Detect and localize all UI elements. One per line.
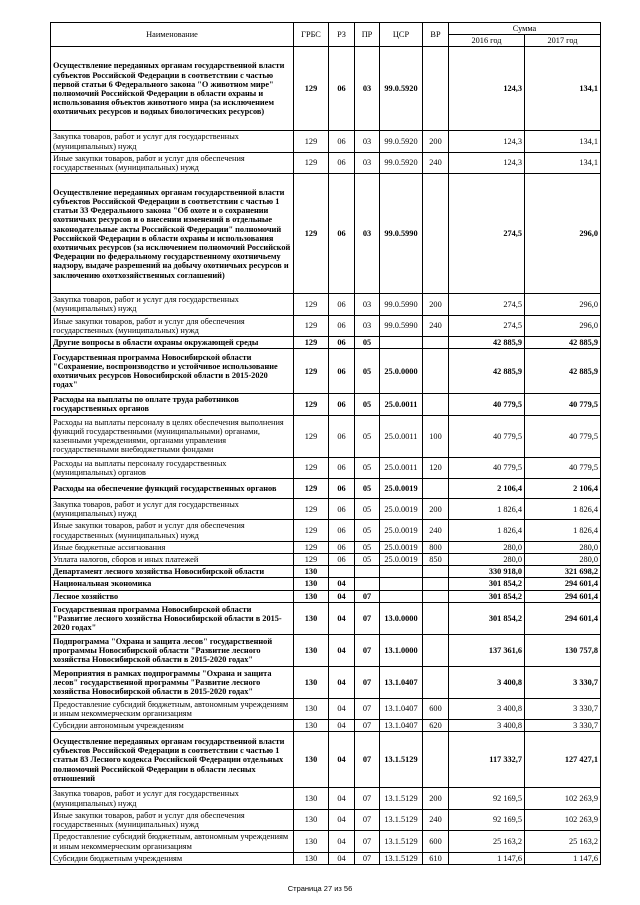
- cell-csr: 13.1.5129: [380, 788, 423, 809]
- cell-2017: 127 427,1: [525, 732, 601, 788]
- cell-2017: 321 698,2: [525, 566, 601, 578]
- cell-csr: 25.0.0019: [380, 479, 423, 499]
- cell-rz: 06: [329, 337, 355, 349]
- cell-pr: 07: [355, 666, 380, 698]
- cell-pr: [355, 578, 380, 590]
- cell-csr: 99.0.5990: [380, 315, 423, 336]
- table-row: [51, 520, 601, 541]
- cell-pr: 03: [355, 152, 380, 173]
- cell-vr: [423, 337, 449, 349]
- cell-rz: 04: [329, 809, 355, 830]
- cell-2016: 274,5: [449, 174, 525, 294]
- cell-csr: 25.0.0019: [380, 499, 423, 520]
- cell-2016: 25 163,2: [449, 831, 525, 852]
- cell-2016: 301 854,2: [449, 590, 525, 602]
- cell-rz: 06: [329, 152, 355, 173]
- table-row: [51, 788, 601, 809]
- cell-rz: 06: [329, 520, 355, 541]
- cell-grbs: 129: [294, 415, 329, 457]
- table-body: [51, 47, 601, 865]
- table-row: [51, 174, 601, 294]
- cell-vr: 240: [423, 809, 449, 830]
- cell-name: Другие вопросы в области охраны окружающей среды: [51, 337, 294, 349]
- cell-vr: [423, 394, 449, 415]
- header-pr: ПР: [355, 23, 380, 47]
- cell-rz: 04: [329, 666, 355, 698]
- cell-rz: 06: [329, 479, 355, 499]
- cell-grbs: 130: [294, 788, 329, 809]
- cell-csr: 13.1.0407: [380, 698, 423, 719]
- cell-csr: 13.0.0000: [380, 602, 423, 634]
- cell-pr: 03: [355, 315, 380, 336]
- cell-grbs: 130: [294, 720, 329, 732]
- cell-rz: 06: [329, 315, 355, 336]
- header-sum: Сумма: [449, 23, 601, 35]
- cell-grbs: 129: [294, 131, 329, 152]
- table-row: [51, 809, 601, 830]
- cell-pr: 07: [355, 602, 380, 634]
- cell-vr: 120: [423, 457, 449, 478]
- cell-rz: 06: [329, 541, 355, 553]
- cell-grbs: 129: [294, 294, 329, 315]
- cell-grbs: 130: [294, 666, 329, 698]
- cell-2016: 3 400,8: [449, 720, 525, 732]
- cell-csr: [380, 590, 423, 602]
- header-vr: ВР: [423, 23, 449, 47]
- cell-grbs: 130: [294, 590, 329, 602]
- cell-vr: 240: [423, 152, 449, 173]
- header-csr: ЦСР: [380, 23, 423, 47]
- cell-name: Мероприятия в рамках подпрограммы "Охрана и защита лесов" государственной программы "Развитие лесного хозяйства Новосибирской области в 2015-2020 годах": [51, 666, 294, 698]
- cell-pr: 07: [355, 809, 380, 830]
- table-row: [51, 337, 601, 349]
- cell-name: Иные закупки товаров, работ и услуг для обеспечения государственных (муниципальных) нужд: [51, 520, 294, 541]
- cell-pr: 05: [355, 337, 380, 349]
- page-number: Страница 27 из 56: [287, 884, 353, 893]
- table-row: [51, 578, 601, 590]
- cell-pr: 03: [355, 47, 380, 131]
- cell-2017: 2 106,4: [525, 479, 601, 499]
- cell-vr: [423, 349, 449, 394]
- cell-2016: 3 400,8: [449, 666, 525, 698]
- table-row: [51, 47, 601, 131]
- cell-pr: 05: [355, 394, 380, 415]
- cell-vr: 600: [423, 698, 449, 719]
- cell-vr: [423, 732, 449, 788]
- cell-pr: 05: [355, 479, 380, 499]
- cell-2016: 1 147,6: [449, 852, 525, 864]
- cell-2016: 40 779,5: [449, 415, 525, 457]
- cell-grbs: 130: [294, 602, 329, 634]
- cell-pr: 05: [355, 499, 380, 520]
- cell-grbs: 130: [294, 578, 329, 590]
- table-row: [51, 131, 601, 152]
- cell-pr: 05: [355, 349, 380, 394]
- cell-name: Предоставление субсидий бюджетным, автономным учреждениям и иным некоммерческим организациям: [51, 831, 294, 852]
- cell-grbs: 130: [294, 732, 329, 788]
- cell-2017: 3 330,7: [525, 698, 601, 719]
- header-rz: РЗ: [329, 23, 355, 47]
- cell-2017: 294 601,4: [525, 578, 601, 590]
- cell-pr: 03: [355, 131, 380, 152]
- cell-csr: 25.0.0019: [380, 554, 423, 566]
- cell-pr: 05: [355, 541, 380, 553]
- cell-2017: 42 885,9: [525, 337, 601, 349]
- cell-csr: 25.0.0000: [380, 349, 423, 394]
- cell-2017: 294 601,4: [525, 602, 601, 634]
- table-row: [51, 479, 601, 499]
- cell-grbs: 130: [294, 698, 329, 719]
- cell-csr: 13.1.0407: [380, 666, 423, 698]
- cell-csr: 25.0.0011: [380, 415, 423, 457]
- cell-rz: 04: [329, 634, 355, 666]
- cell-csr: 25.0.0019: [380, 520, 423, 541]
- cell-2016: 42 885,9: [449, 337, 525, 349]
- cell-2016: 301 854,2: [449, 578, 525, 590]
- table-row: [51, 315, 601, 336]
- cell-name: Государственная программа Новосибирской области "Сохранение, воспроизводство и устойчивое использование охотничьих ресурсов Новосибирской области в 2015-2020 годах": [51, 349, 294, 394]
- cell-grbs: 130: [294, 852, 329, 864]
- cell-name: Лесное хозяйство: [51, 590, 294, 602]
- cell-grbs: 129: [294, 479, 329, 499]
- cell-csr: 25.0.0019: [380, 541, 423, 553]
- cell-grbs: 129: [294, 47, 329, 131]
- cell-grbs: 129: [294, 315, 329, 336]
- cell-grbs: 130: [294, 634, 329, 666]
- cell-vr: 620: [423, 720, 449, 732]
- cell-name: Субсидии автономным учреждениям: [51, 720, 294, 732]
- cell-rz: 04: [329, 602, 355, 634]
- cell-vr: [423, 566, 449, 578]
- cell-csr: 13.1.0407: [380, 720, 423, 732]
- cell-vr: [423, 666, 449, 698]
- cell-vr: 200: [423, 294, 449, 315]
- cell-name: Иные закупки товаров, работ и услуг для обеспечения государственных (муниципальных) нужд: [51, 809, 294, 830]
- cell-2016: 40 779,5: [449, 457, 525, 478]
- cell-csr: 13.1.0000: [380, 634, 423, 666]
- cell-rz: 04: [329, 852, 355, 864]
- table-row: [51, 349, 601, 394]
- cell-2017: 280,0: [525, 541, 601, 553]
- cell-vr: 200: [423, 131, 449, 152]
- budget-table: [50, 22, 601, 865]
- cell-name: Расходы на обеспечение функций государственных органов: [51, 479, 294, 499]
- cell-grbs: 129: [294, 520, 329, 541]
- cell-2016: 40 779,5: [449, 394, 525, 415]
- table-row: [51, 634, 601, 666]
- cell-csr: 25.0.0011: [380, 394, 423, 415]
- cell-pr: 07: [355, 852, 380, 864]
- cell-name: Закупка товаров, работ и услуг для государственных (муниципальных) нужд: [51, 294, 294, 315]
- cell-grbs: 129: [294, 337, 329, 349]
- table-row: [51, 457, 601, 478]
- cell-name: Осуществление переданных органам государственной власти субъектов Российской Федерации в соответствии с частью 1 статьи 83 Лесного кодекса Российской Федерации отдельных полномочий Российской Федерации в области лесных отношений: [51, 732, 294, 788]
- cell-csr: 13.1.5129: [380, 852, 423, 864]
- header-name: Наименование: [51, 23, 294, 47]
- table-row: [51, 294, 601, 315]
- cell-grbs: 129: [294, 457, 329, 478]
- header-year-2016: 2016 год: [449, 35, 525, 47]
- cell-grbs: 129: [294, 174, 329, 294]
- cell-pr: 07: [355, 831, 380, 852]
- cell-rz: 06: [329, 499, 355, 520]
- cell-name: Расходы на выплаты персоналу государственных (муниципальных) органов: [51, 457, 294, 478]
- budget-document: [50, 22, 600, 865]
- cell-2016: 3 400,8: [449, 698, 525, 719]
- cell-rz: 06: [329, 349, 355, 394]
- cell-2017: 3 330,7: [525, 720, 601, 732]
- cell-rz: 04: [329, 788, 355, 809]
- cell-rz: 04: [329, 732, 355, 788]
- cell-vr: 200: [423, 499, 449, 520]
- cell-rz: [329, 566, 355, 578]
- cell-rz: 06: [329, 174, 355, 294]
- cell-2017: 40 779,5: [525, 394, 601, 415]
- cell-2017: 102 263,9: [525, 809, 601, 830]
- table-row: [51, 499, 601, 520]
- cell-2016: 280,0: [449, 541, 525, 553]
- cell-csr: 13.1.5129: [380, 809, 423, 830]
- cell-2017: 42 885,9: [525, 349, 601, 394]
- cell-csr: [380, 578, 423, 590]
- cell-rz: 04: [329, 578, 355, 590]
- cell-2016: 137 361,6: [449, 634, 525, 666]
- cell-name: Расходы на выплаты по оплате труда работников государственных органов: [51, 394, 294, 415]
- cell-name: Подпрограмма "Охрана и защита лесов" государственной программы Новосибирской области "Развитие лесного хозяйства Новосибирской области в 2015-2020 годах": [51, 634, 294, 666]
- table-row: [51, 732, 601, 788]
- cell-2017: 130 757,8: [525, 634, 601, 666]
- cell-pr: 07: [355, 720, 380, 732]
- cell-csr: 99.0.5990: [380, 294, 423, 315]
- cell-pr: 03: [355, 294, 380, 315]
- cell-vr: [423, 578, 449, 590]
- cell-csr: [380, 337, 423, 349]
- cell-2017: 296,0: [525, 315, 601, 336]
- cell-grbs: 129: [294, 541, 329, 553]
- cell-rz: 04: [329, 698, 355, 719]
- cell-2017: 1 826,4: [525, 499, 601, 520]
- cell-2016: 1 826,4: [449, 520, 525, 541]
- cell-grbs: 129: [294, 554, 329, 566]
- cell-2016: 92 169,5: [449, 788, 525, 809]
- header-year-2017: 2017 год: [525, 35, 601, 47]
- cell-csr: 99.0.5920: [380, 152, 423, 173]
- cell-csr: 99.0.5920: [380, 131, 423, 152]
- cell-csr: 99.0.5990: [380, 174, 423, 294]
- cell-vr: [423, 602, 449, 634]
- cell-pr: 05: [355, 415, 380, 457]
- cell-csr: 13.1.5129: [380, 831, 423, 852]
- cell-pr: [355, 566, 380, 578]
- cell-2017: 40 779,5: [525, 457, 601, 478]
- cell-rz: 06: [329, 554, 355, 566]
- cell-name: Государственная программа Новосибирской области "Развитие лесного хозяйства Новосибирской области в 2015-2020 годах": [51, 602, 294, 634]
- cell-2016: 124,3: [449, 152, 525, 173]
- cell-pr: 07: [355, 732, 380, 788]
- cell-2016: 42 885,9: [449, 349, 525, 394]
- cell-pr: 03: [355, 174, 380, 294]
- cell-pr: 07: [355, 634, 380, 666]
- cell-vr: [423, 174, 449, 294]
- cell-2016: 124,3: [449, 131, 525, 152]
- cell-name: Осуществление переданных органам государственной власти субъектов Российской Федерации в соответствии с частью 1 статьи 33 Федерального закона "Об охоте и о сохранении охотничьих ресурсов и о внесении изменений в отдельные законодательные акты Российской Федерации" полномочий Российской Федерации в области охраны и использования охотничьих ресурсов (за исключением полномочий Российской Федерации по федеральному государственному охотничьему надзору, выдаче разрешений на добычу охотничьих ресурсов и заключению охотхозяйственных соглашений): [51, 174, 294, 294]
- cell-2017: 102 263,9: [525, 788, 601, 809]
- cell-grbs: 129: [294, 499, 329, 520]
- cell-name: Закупка товаров, работ и услуг для государственных (муниципальных) нужд: [51, 499, 294, 520]
- cell-2016: 274,5: [449, 294, 525, 315]
- cell-grbs: 130: [294, 831, 329, 852]
- cell-2017: 3 330,7: [525, 666, 601, 698]
- cell-name: Закупка товаров, работ и услуг для государственных (муниципальных) нужд: [51, 131, 294, 152]
- cell-vr: 600: [423, 831, 449, 852]
- cell-vr: 100: [423, 415, 449, 457]
- table-row: [51, 590, 601, 602]
- cell-csr: 13.1.5129: [380, 732, 423, 788]
- cell-2017: 296,0: [525, 294, 601, 315]
- cell-2016: 2 106,4: [449, 479, 525, 499]
- cell-rz: 04: [329, 720, 355, 732]
- cell-rz: 06: [329, 415, 355, 457]
- cell-2017: 294 601,4: [525, 590, 601, 602]
- cell-2017: 134,1: [525, 47, 601, 131]
- cell-pr: 07: [355, 590, 380, 602]
- cell-rz: 04: [329, 831, 355, 852]
- cell-2017: 1 826,4: [525, 520, 601, 541]
- table-row: [51, 554, 601, 566]
- cell-pr: 07: [355, 788, 380, 809]
- cell-pr: 07: [355, 698, 380, 719]
- cell-csr: [380, 566, 423, 578]
- table-row: [51, 831, 601, 852]
- cell-grbs: 129: [294, 349, 329, 394]
- header-grbs: ГРБС: [294, 23, 329, 47]
- cell-vr: [423, 634, 449, 666]
- cell-pr: 05: [355, 520, 380, 541]
- cell-2016: 301 854,2: [449, 602, 525, 634]
- cell-vr: 800: [423, 541, 449, 553]
- cell-vr: [423, 590, 449, 602]
- table-row: [51, 566, 601, 578]
- table-row: [51, 720, 601, 732]
- cell-name: Национальная экономика: [51, 578, 294, 590]
- table-row: [51, 415, 601, 457]
- cell-2017: 25 163,2: [525, 831, 601, 852]
- cell-grbs: 129: [294, 394, 329, 415]
- cell-name: Иные бюджетные ассигнования: [51, 541, 294, 553]
- cell-vr: [423, 47, 449, 131]
- cell-2016: 117 332,7: [449, 732, 525, 788]
- cell-name: Расходы на выплаты персоналу в целях обеспечения выполнения функций государственными (муниципальными) органами, казенными учреждениями, органами управления государственными внебюджетными фондами: [51, 415, 294, 457]
- cell-2017: 296,0: [525, 174, 601, 294]
- cell-grbs: 129: [294, 152, 329, 173]
- cell-vr: 240: [423, 520, 449, 541]
- cell-name: Иные закупки товаров, работ и услуг для обеспечения государственных (муниципальных) нужд: [51, 315, 294, 336]
- table-row: [51, 602, 601, 634]
- cell-2017: 134,1: [525, 131, 601, 152]
- cell-name: Субсидии бюджетным учреждениям: [51, 852, 294, 864]
- cell-grbs: 130: [294, 566, 329, 578]
- table-row: [51, 666, 601, 698]
- cell-name: Предоставление субсидий бюджетным, автономным учреждениям и иным некоммерческим организациям: [51, 698, 294, 719]
- cell-rz: 06: [329, 131, 355, 152]
- table-row: [51, 394, 601, 415]
- cell-name: Уплата налогов, сборов и иных платежей: [51, 554, 294, 566]
- cell-csr: 99.0.5920: [380, 47, 423, 131]
- cell-rz: 06: [329, 47, 355, 131]
- cell-rz: 06: [329, 394, 355, 415]
- cell-2016: 330 918,0: [449, 566, 525, 578]
- cell-2016: 1 826,4: [449, 499, 525, 520]
- cell-pr: 05: [355, 457, 380, 478]
- cell-name: Осуществление переданных органам государственной власти субъектов Российской Федерации в соответствии с частью первой статьи 6 Федерального закона "О животном мире" полномочий Российской Федерации в области охраны и использования объектов животного мира (за исключением охотничьих ресурсов и водных биологических ресурсов): [51, 47, 294, 131]
- cell-2017: 280,0: [525, 554, 601, 566]
- cell-2016: 92 169,5: [449, 809, 525, 830]
- cell-2016: 274,5: [449, 315, 525, 336]
- cell-name: Закупка товаров, работ и услуг для государственных (муниципальных) нужд: [51, 788, 294, 809]
- cell-rz: 04: [329, 590, 355, 602]
- cell-2017: 134,1: [525, 152, 601, 173]
- cell-pr: 05: [355, 554, 380, 566]
- cell-rz: 06: [329, 294, 355, 315]
- cell-vr: 200: [423, 788, 449, 809]
- cell-2017: 40 779,5: [525, 415, 601, 457]
- cell-2016: 124,3: [449, 47, 525, 131]
- cell-vr: 850: [423, 554, 449, 566]
- table-row: [51, 852, 601, 864]
- table-row: [51, 698, 601, 719]
- cell-2017: 1 147,6: [525, 852, 601, 864]
- cell-vr: 240: [423, 315, 449, 336]
- table-header: [51, 23, 601, 47]
- table-row: [51, 152, 601, 173]
- cell-name: Иные закупки товаров, работ и услуг для обеспечения государственных (муниципальных) нужд: [51, 152, 294, 173]
- cell-name: Департамент лесного хозяйства Новосибирской области: [51, 566, 294, 578]
- table-row: [51, 541, 601, 553]
- cell-rz: 06: [329, 457, 355, 478]
- cell-csr: 25.0.0011: [380, 457, 423, 478]
- cell-vr: 610: [423, 852, 449, 864]
- cell-grbs: 130: [294, 809, 329, 830]
- cell-2016: 280,0: [449, 554, 525, 566]
- cell-vr: [423, 479, 449, 499]
